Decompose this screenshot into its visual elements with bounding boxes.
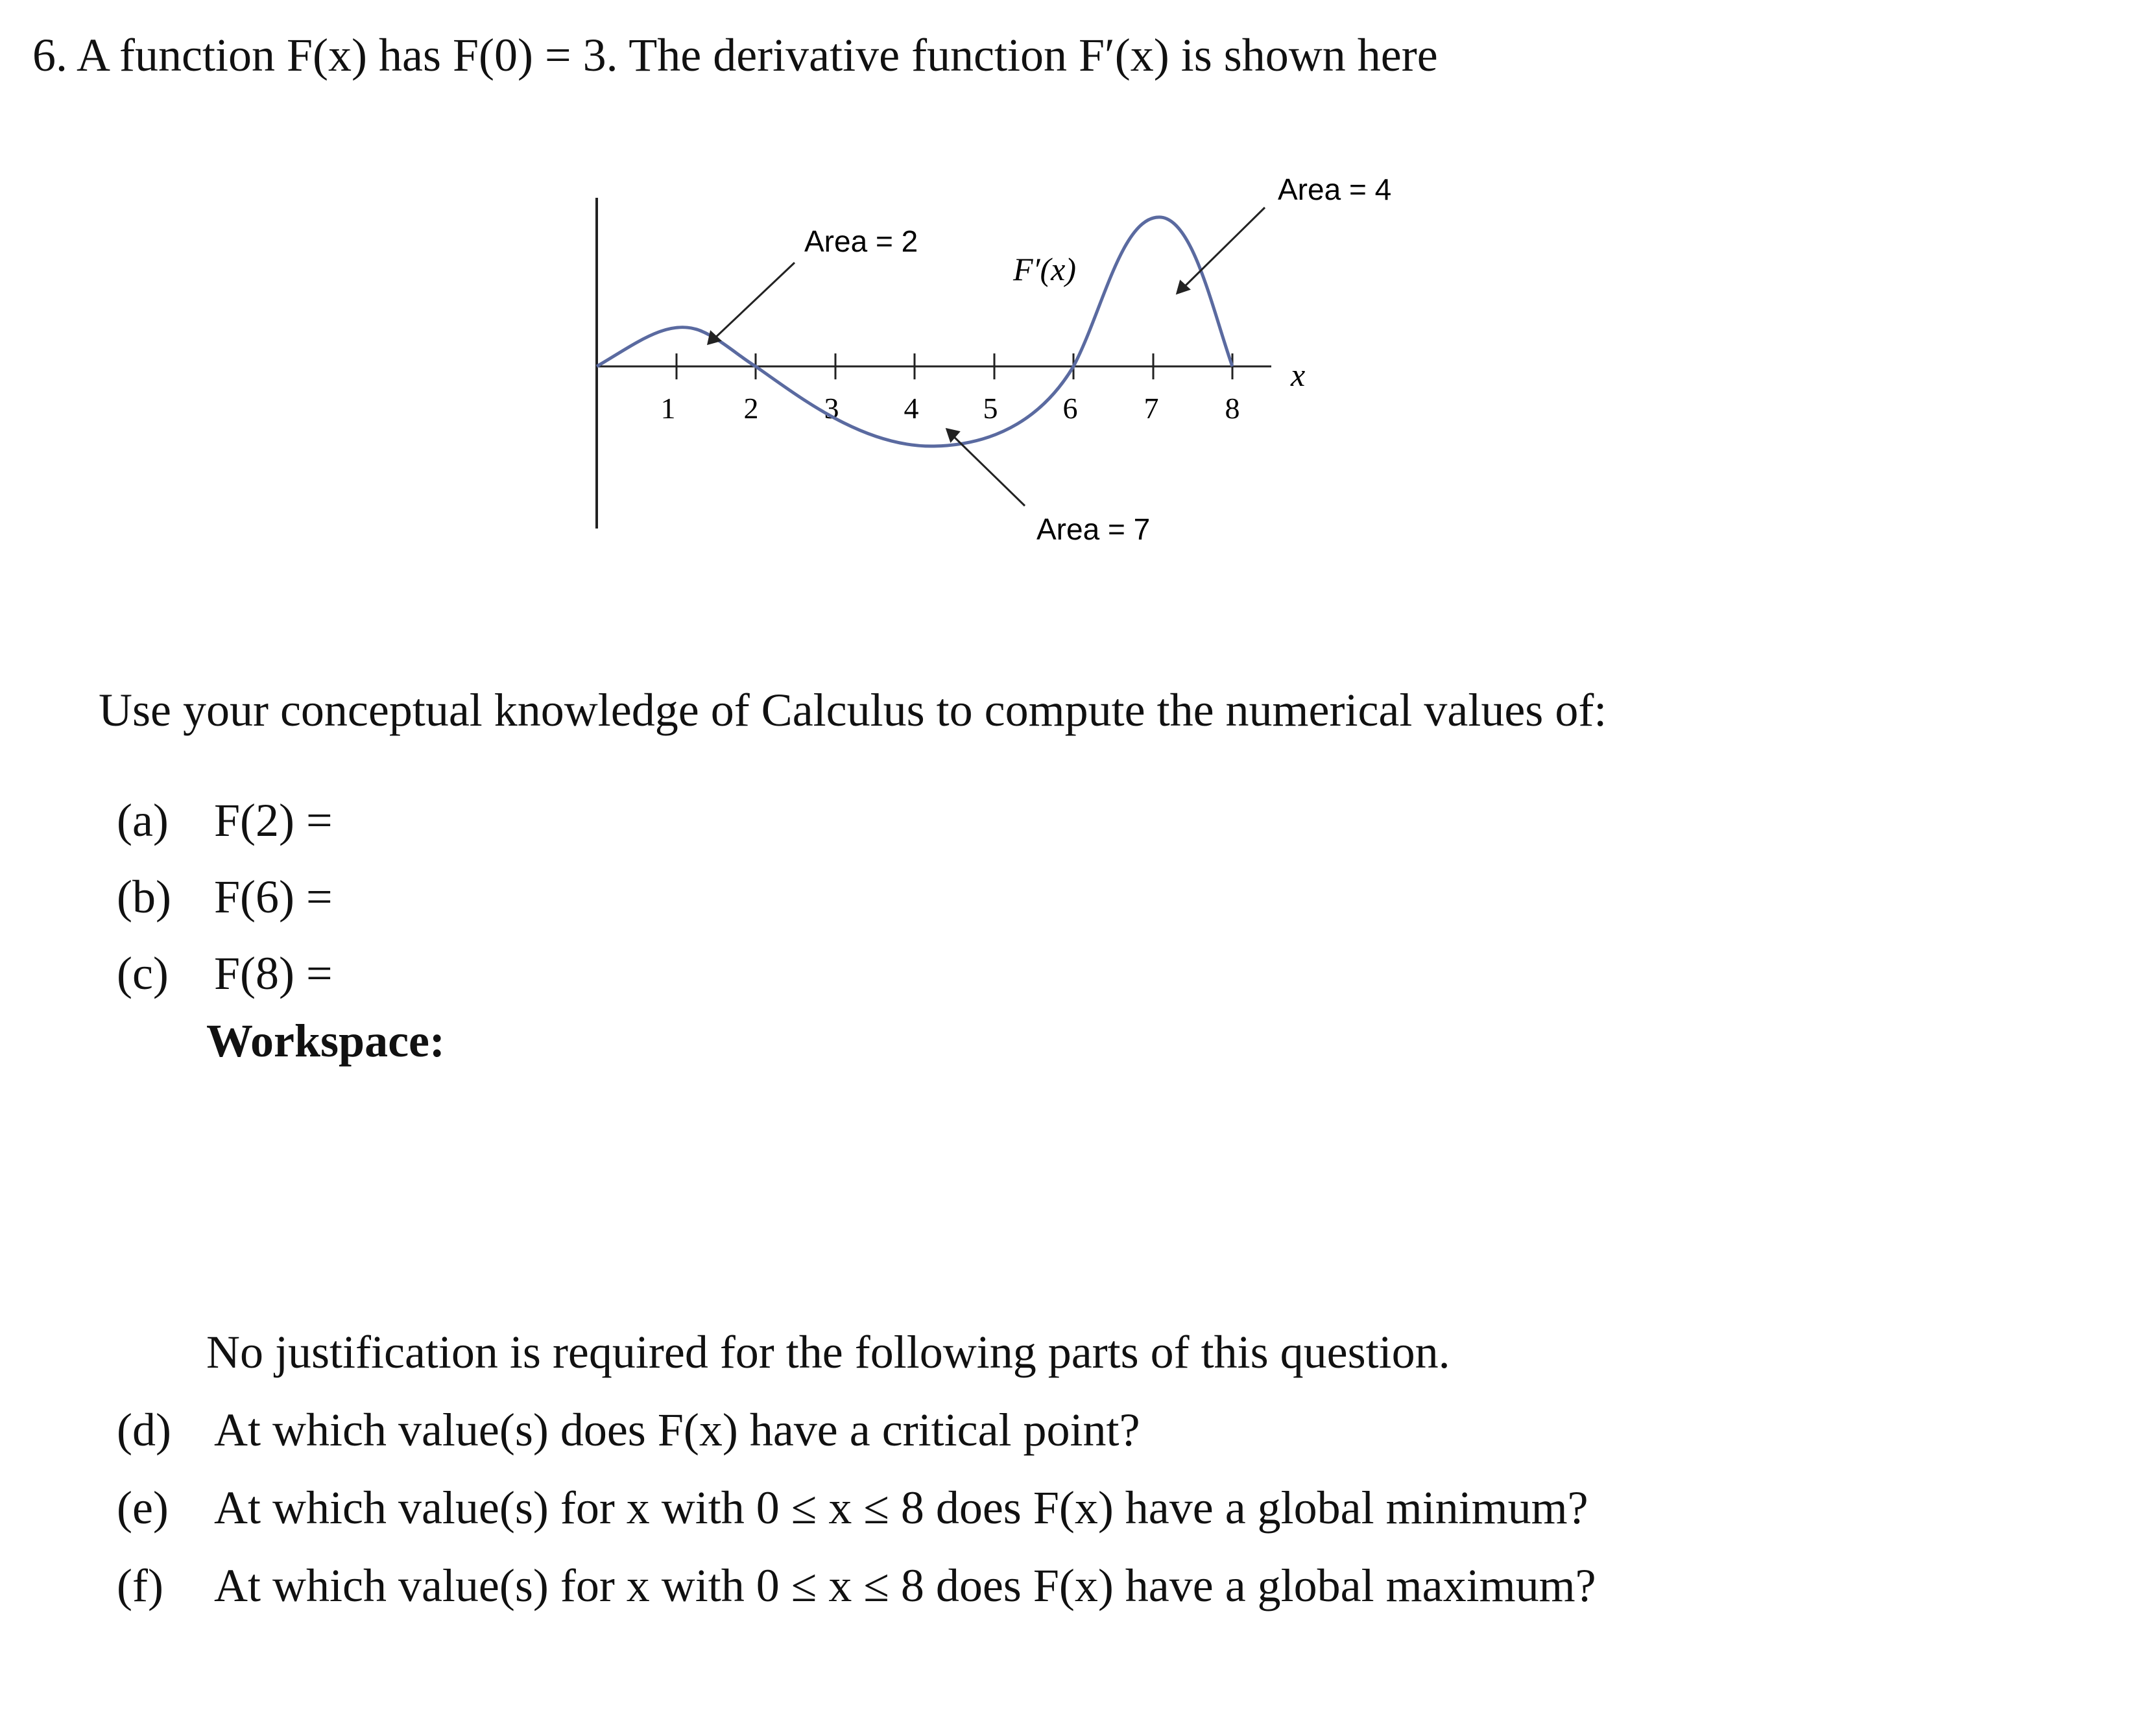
no-justification-text: No justification is required for the following parts of this question. [206,1326,1450,1378]
tick-label-6: 6 [1062,392,1078,425]
tick-label-1: 1 [660,392,676,425]
part-e [117,1479,1588,1537]
x-axis-label: x [1291,357,1306,393]
tick-label-5: 5 [983,392,998,425]
part-d-label: (d) [117,1404,171,1456]
part-e-label: (e) [117,1482,169,1534]
tick-label-8: 8 [1225,392,1240,425]
part-b-text: F(6) = [214,871,333,923]
area-label-4: Area = 4 [1278,172,1392,206]
tick-label-4: 4 [904,392,919,425]
part-d-text: At which value(s) does F(x) have a critical point? [214,1404,1140,1456]
part-f [117,1556,1596,1615]
part-b-label: (b) [117,871,171,923]
part-c [117,944,333,1003]
curve-label: F′(x) [1013,251,1076,287]
question-text: 6. A function F(x) has F(0) = 3. The derivative function F′(x) is shown here [32,29,1438,81]
part-a-text: F(2) = [214,794,333,846]
part-b [117,868,333,926]
part-c-text: F(8) = [214,947,333,999]
arrow-area-2 [950,433,1025,506]
part-f-label: (f) [117,1560,163,1611]
part-d [117,1401,1140,1459]
tick-label-2: 2 [743,392,759,425]
part-c-label: (c) [117,947,169,999]
workspace-label: Workspace: [206,1015,445,1067]
arrow-area-1 [710,263,795,342]
area-label-7: Area = 7 [1036,512,1151,546]
part-f-text: At which value(s) for x with 0 ≤ x ≤ 8 does F(x) have a global maximum? [214,1560,1596,1611]
instruction-text: Use your conceptual knowledge of Calculus to compute the numerical values of: [99,684,1607,736]
part-a-label: (a) [117,794,169,846]
tick-label-3: 3 [824,392,839,425]
part-e-text: At which value(s) for x with 0 ≤ x ≤ 8 does F(x) have a global minimum? [214,1482,1588,1534]
tick-label-7: 7 [1144,392,1159,425]
part-a [117,791,333,850]
area-label-2: Area = 2 [804,224,918,258]
derivative-graph [0,0,2156,648]
